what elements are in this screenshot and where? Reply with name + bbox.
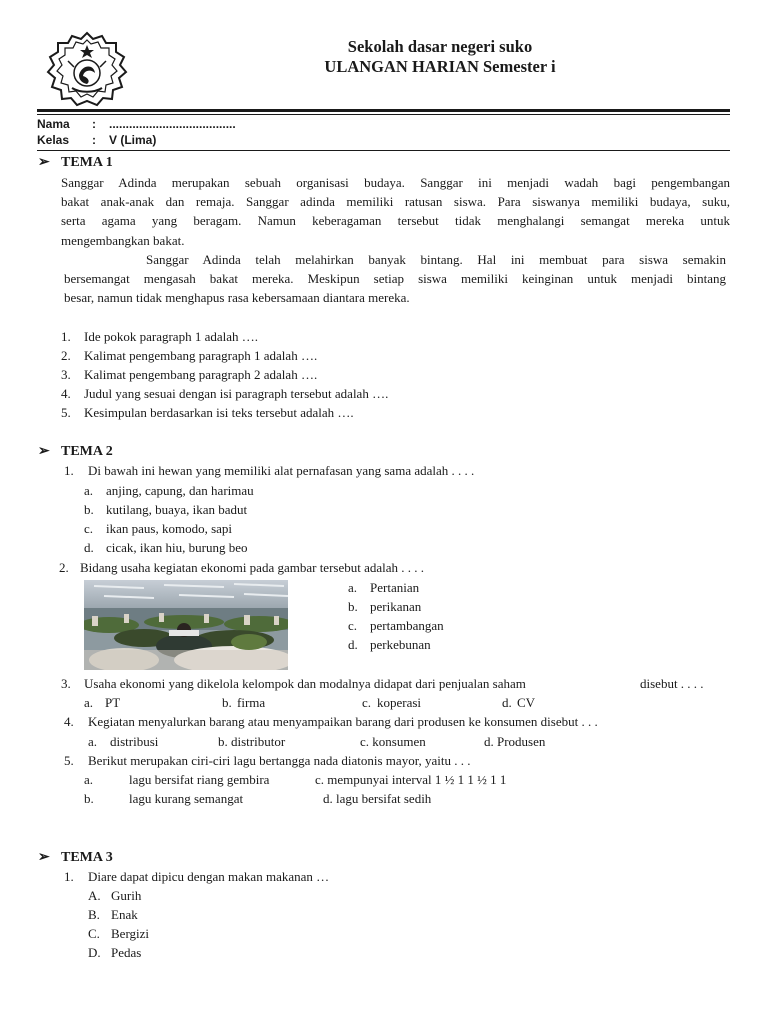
option-text: Enak bbox=[111, 907, 138, 922]
question-number: 2. bbox=[59, 560, 69, 575]
identity-rule bbox=[37, 150, 730, 151]
option-text: d. Produsen bbox=[484, 734, 546, 749]
question-text-tail: disebut . . . . bbox=[640, 676, 704, 691]
option-text: cicak, ikan hiu, burung beo bbox=[106, 540, 248, 555]
kelas-label: Kelas bbox=[37, 133, 70, 147]
option-text: lagu kurang semangat bbox=[129, 791, 244, 806]
kelas-value: V (Lima) bbox=[109, 133, 157, 147]
nama-colon: : bbox=[92, 117, 96, 131]
option-letter: b. bbox=[222, 695, 232, 710]
option-text: pertambangan bbox=[370, 618, 444, 633]
option-text: Pedas bbox=[111, 945, 142, 960]
option-letter: a. bbox=[84, 772, 94, 787]
question-text: Usaha ekonomi yang dikelola kelompok dan modalnya didapat dari penjualan saham bbox=[84, 676, 526, 691]
paragraph-line: Sanggar Adinda merupakan sebuah organisasi budaya. Sanggar ini menjadi wadah bagi pengembangan bbox=[61, 175, 730, 190]
school-emblem-logo bbox=[46, 31, 128, 107]
option-letter: d. bbox=[84, 540, 94, 555]
option-text: c. konsumen bbox=[360, 734, 426, 749]
option-text: c. mempunyai interval 1 ½ 1 1 ½ 1 1 bbox=[315, 772, 507, 787]
option-letter: c. bbox=[84, 521, 94, 536]
arrow-bullet-icon: ➢ bbox=[38, 850, 50, 865]
tema-3-heading: TEMA 3 bbox=[61, 850, 113, 865]
paragraph-line: besar, namun tidak menghapus rasa kebersamaan diantara mereka. bbox=[64, 290, 410, 305]
option-letter: a. bbox=[88, 734, 98, 749]
paragraph-line: bakat anak-anak dan remaja. Sanggar adinda memiliki ratusan siswa. Para siswanya memiliki budaya, suku, bbox=[61, 194, 730, 209]
question-text: Kalimat pengembang paragraph 1 adalah …. bbox=[84, 348, 318, 363]
question-number: 5. bbox=[64, 753, 74, 768]
option-letter: c. bbox=[348, 618, 358, 633]
question-text: Kegiatan menyalurkan barang atau menyampaikan barang dari produsen ke konsumen disebut . . . bbox=[88, 714, 598, 729]
option-text: perikanan bbox=[370, 599, 422, 614]
option-text: firma bbox=[237, 695, 266, 710]
option-letter: b. bbox=[84, 791, 94, 806]
question-number: 3. bbox=[61, 367, 71, 382]
option-letter: A. bbox=[88, 888, 101, 903]
option-letter: D. bbox=[88, 945, 101, 960]
paragraph-line: mengembangkan bakat. bbox=[61, 233, 185, 248]
option-text: distribusi bbox=[110, 734, 159, 749]
option-text: CV bbox=[517, 695, 536, 710]
question-number: 4. bbox=[61, 386, 71, 401]
question-text: Kalimat pengembang paragraph 2 adalah …. bbox=[84, 367, 318, 382]
option-letter: b. bbox=[84, 502, 94, 517]
paragraph-line: bersemangat mengasah bakat mereka. Meskipun setiap siswa memiliki keinginan untuk menjadi bintang bbox=[64, 271, 726, 286]
option-letter: a. bbox=[348, 580, 358, 595]
question-number: 1. bbox=[61, 329, 71, 344]
question-text: Diare dapat dipicu dengan makan makanan … bbox=[88, 869, 330, 884]
option-text: ikan paus, komodo, sapi bbox=[106, 521, 233, 536]
nama-label: Nama bbox=[37, 117, 70, 131]
option-letter: d. bbox=[502, 695, 512, 710]
arrow-bullet-icon: ➢ bbox=[38, 155, 50, 170]
question-number: 3. bbox=[61, 676, 71, 691]
option-text: Gurih bbox=[111, 888, 142, 903]
question-text: Judul yang sesuai dengan isi paragraph tersebut adalah …. bbox=[84, 386, 389, 401]
option-text: perkebunan bbox=[370, 637, 431, 652]
question-number: 2. bbox=[61, 348, 71, 363]
nama-field[interactable]: ...................................... bbox=[109, 117, 236, 131]
option-text: b. distributor bbox=[218, 734, 286, 749]
school-name: Sekolah dasar negeri suko bbox=[347, 37, 533, 56]
header-rule-thin bbox=[37, 114, 730, 115]
option-letter: C. bbox=[88, 926, 100, 941]
question-number: 5. bbox=[61, 405, 71, 420]
arrow-bullet-icon: ➢ bbox=[38, 444, 50, 459]
option-text: kutilang, buaya, ikan badut bbox=[106, 502, 248, 517]
factory-workers-photo bbox=[84, 580, 288, 670]
option-text: PT bbox=[105, 695, 121, 710]
question-number: 4. bbox=[64, 714, 74, 729]
question-number: 1. bbox=[64, 869, 74, 884]
option-text: anjing, capung, dan harimau bbox=[106, 483, 254, 498]
question-text: Ide pokok paragraph 1 adalah …. bbox=[84, 329, 258, 344]
option-letter: a. bbox=[84, 483, 94, 498]
option-text: Pertanian bbox=[370, 580, 420, 595]
paragraph-line: Sanggar Adinda telah melahirkan banyak bintang. Hal ini membuat para siswa semakin bbox=[146, 252, 726, 267]
question-text: Berikut merupakan ciri-ciri lagu bertangga nada diatonis mayor, yaitu . . . bbox=[88, 753, 471, 768]
kelas-colon: : bbox=[92, 133, 96, 147]
question-text: Kesimpulan berdasarkan isi teks tersebut adalah …. bbox=[84, 405, 354, 420]
option-text: Bergizi bbox=[111, 926, 150, 941]
tema-1-heading: TEMA 1 bbox=[61, 155, 113, 170]
option-letter: B. bbox=[88, 907, 100, 922]
paragraph-line: serta agama yang beragam. Namun keberagaman tersebut tidak menghalangi semangat mereka untuk bbox=[61, 213, 730, 228]
option-letter: a. bbox=[84, 695, 94, 710]
option-letter: b. bbox=[348, 599, 358, 614]
question-text: Bidang usaha kegiatan ekonomi pada gambar tersebut adalah . . . . bbox=[80, 560, 425, 575]
question-text: Di bawah ini hewan yang memiliki alat pernafasan yang sama adalah . . . . bbox=[88, 463, 475, 478]
exam-title: ULANGAN HARIAN Semester i bbox=[324, 57, 556, 76]
tema-2-heading: TEMA 2 bbox=[61, 444, 113, 459]
option-letter: d. bbox=[348, 637, 358, 652]
option-letter: c. bbox=[362, 695, 372, 710]
header-rule-thick bbox=[37, 109, 730, 112]
option-text: d. lagu bersifat sedih bbox=[323, 791, 432, 806]
option-text: lagu bersifat riang gembira bbox=[129, 772, 270, 787]
question-number: 1. bbox=[64, 463, 74, 478]
option-text: koperasi bbox=[377, 695, 422, 710]
